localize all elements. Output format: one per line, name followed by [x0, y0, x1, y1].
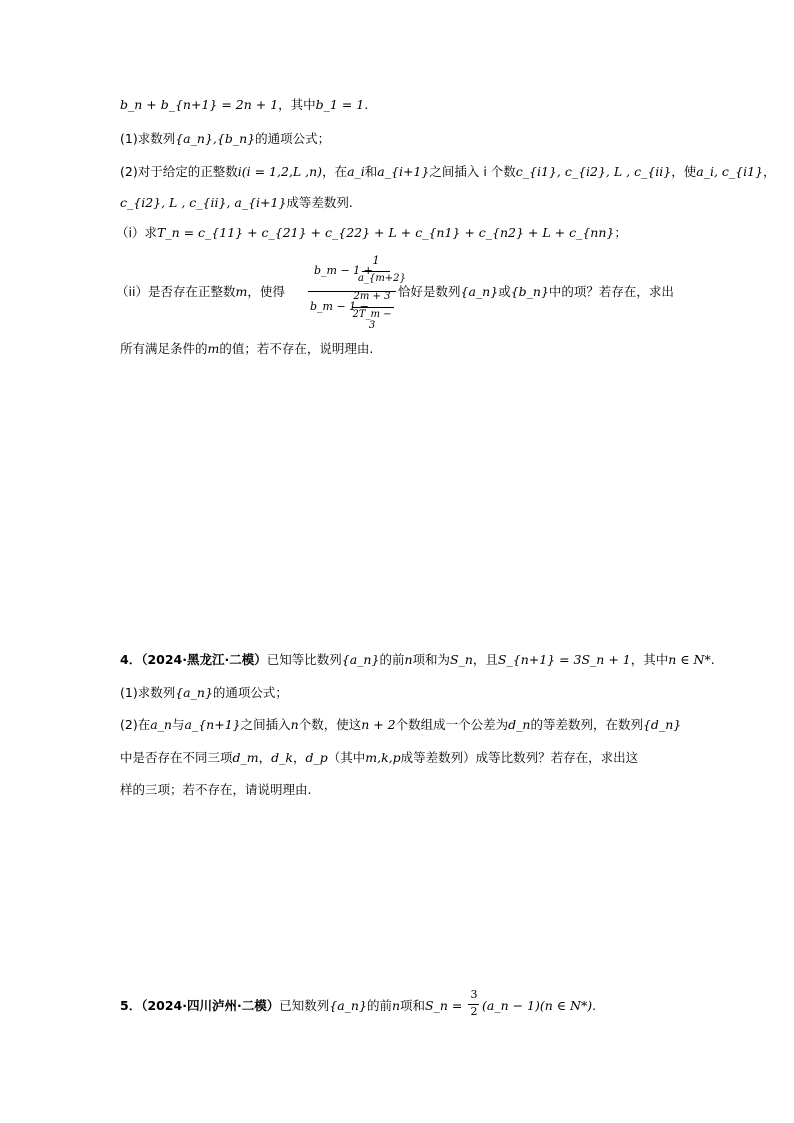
p5-text-end: .	[592, 998, 597, 1013]
p4-text-c: 项和为	[412, 652, 451, 667]
p4-text-b: 的前	[379, 652, 405, 667]
frac-num-one: 1	[372, 254, 380, 267]
p3-sub-i-math: T_n = c_{11} + c_{21} + c_{22} + L + c_{n1} + c_{n2} + L + c_{nn}	[156, 225, 615, 240]
p3-part2-math-i: i(i = 1,2,L ,n)	[237, 164, 323, 179]
frac-den-den: 2T_m − 3	[352, 309, 392, 331]
p3-part1-line	[120, 130, 330, 148]
frac-num-inner-bar	[362, 271, 390, 272]
p3-part1-math: {a_n},{b_n}	[175, 131, 256, 146]
p4-math-n: n	[404, 652, 413, 667]
p3-sub-ii-line2	[120, 340, 373, 358]
p3-part1-text: 求数列	[137, 131, 176, 146]
p3-sub-ii-left	[116, 283, 285, 301]
p4-math-nset: n ∈ N*	[668, 652, 711, 667]
p3-sub-ii-text-a: ，使得	[247, 284, 285, 299]
p3-sub-ii-math-a: {a_n}	[460, 284, 499, 299]
p4-number: 4．	[120, 652, 142, 667]
p4-source: （2024·黑龙江·二模）	[141, 652, 267, 667]
p3-part2-text-b: ，在	[322, 164, 348, 179]
p3-part1-end: 的通项公式；	[255, 131, 331, 146]
p5-math-n: n	[391, 998, 401, 1013]
p3-cond-math: b_n + b_{n+1} = 2n + 1	[120, 97, 279, 112]
p4-math-sn: S_n	[450, 652, 473, 667]
frac-num-den: a_{m+2}	[358, 273, 406, 284]
frac-den-inner-bar	[352, 307, 394, 308]
p3-part2-text-f: ，	[763, 164, 776, 179]
p3-part2-line2	[120, 194, 353, 212]
p3-cond-sep: ，其中	[278, 97, 316, 112]
p4-text-f: .	[710, 652, 715, 667]
p4-line2-math-dm: d_m	[232, 750, 259, 765]
p5-text-c: 项和	[400, 998, 426, 1013]
p4-part2-text-d: 个数，使这	[298, 717, 362, 732]
p4-line2-sep1: ，	[258, 750, 272, 765]
p3-part2-text-g: 成等差数列.	[286, 195, 353, 210]
p4-part2-line2	[120, 749, 638, 767]
frac-den-num: 2m + 3	[353, 291, 391, 302]
p4-part2-line3	[120, 781, 311, 799]
p3-part2-math-ai1: a_{i+1}	[377, 164, 430, 179]
p4-line2-text-c: 成等差数列）成等比数列？若存在，求出这	[400, 750, 639, 765]
p3-sub-ii-text-b: 恰好是数列	[398, 284, 461, 299]
p3-sub-ii-text-c: 或	[498, 284, 511, 299]
p4-part2-text-c: 之间插入	[240, 717, 291, 732]
p3-sub-ii-text-d: 中的项？若存在，求出	[548, 284, 674, 299]
p4-part1-label: (1)	[120, 685, 138, 700]
p4-part2-math-an: a_n	[150, 717, 172, 732]
p4-part2-math-an1: a_{n+1}	[184, 717, 241, 732]
p5-math-an: {a_n}	[329, 998, 367, 1013]
p3-sub-ii-text-f: 的值；若不存在，说明理由.	[219, 341, 374, 356]
p4-part1-text: 求数列	[137, 685, 176, 700]
p4-part1-math: {a_n}	[175, 685, 213, 700]
p4-stem-line	[120, 651, 715, 669]
p3-sub-i-label: （i）求	[116, 225, 157, 240]
p3-part2-text-e: ，使	[671, 164, 697, 179]
frac-num-a: b_m − 1 +	[314, 264, 373, 277]
frac-den-inner-num	[350, 291, 394, 302]
p4-part2-text-b: 与	[172, 717, 185, 732]
p3-sub-ii-m2: m	[207, 341, 220, 356]
p4-part2-text-e: 个数组成一个公差为	[395, 717, 509, 732]
frac-num-inner-num	[362, 254, 390, 267]
p5-text-b: 的前	[366, 998, 392, 1013]
p4-part2-math-dseq: {d_n}	[642, 717, 682, 732]
p4-part2-line	[120, 716, 681, 734]
p4-line2-math-dp: d_p	[305, 750, 328, 765]
p4-math-an: {a_n}	[341, 652, 380, 667]
p3-cond-b1: b_1 = 1	[315, 97, 365, 112]
p5-frac-den	[468, 1005, 480, 1018]
p3-sub-ii-math-b: {b_n}	[510, 284, 549, 299]
p4-math-rel: S_{n+1} = 3S_n + 1	[497, 652, 631, 667]
p5-frac-num	[468, 988, 480, 1001]
p3-part2-math-ai: a_i	[347, 164, 365, 179]
p3-part2-math-c: c_{i1}, c_{i2}, L , c_{ii}	[515, 164, 672, 179]
p3-part2-text-d: 之间插入 i 个数	[429, 164, 516, 179]
p4-line3-text: 样的三项；若不存在，请说明理由.	[120, 782, 312, 797]
p3-sub-i-end: ；	[614, 225, 627, 240]
p3-part2-math-seq2: c_{i2}, L , c_{ii}, a_{i+1}	[120, 195, 287, 210]
p4-text-d: ，且	[472, 652, 498, 667]
p4-text-a: 已知等比数列	[266, 652, 342, 667]
frac-num-inner-den	[358, 273, 406, 284]
p4-part2-math-dn: d_n	[508, 717, 531, 732]
p4-part2-math-n2: n + 2	[361, 717, 396, 732]
p4-part2-math-n: n	[290, 717, 299, 732]
p4-line2-math-mkp: m,k,p	[365, 750, 401, 765]
p4-part2-text-a: 在	[137, 717, 151, 732]
p5-stem-line-rest	[482, 997, 596, 1015]
p5-math-rest: (a_n − 1)(n ∈ N*)	[482, 998, 593, 1013]
p3-sub-ii-text-e: 所有满足条件的	[120, 341, 208, 356]
p3-condition-line	[120, 96, 368, 114]
p5-number: 5．	[120, 998, 142, 1013]
p3-part2-text-c: 和	[364, 164, 378, 179]
p4-part1-line	[120, 684, 288, 702]
p5-frac-num-text: 3	[470, 988, 478, 1001]
p3-sub-ii-right	[398, 283, 674, 301]
frac-den-inner-den	[348, 309, 396, 331]
p3-cond-end: .	[364, 97, 369, 112]
p4-part2-label: (2)	[120, 717, 138, 732]
p3-part2-math-seq1: a_i, c_{i1}	[696, 164, 764, 179]
p4-text-e: ，其中	[630, 652, 669, 667]
p4-line2-math-dk: d_k	[271, 750, 293, 765]
p5-math-sn: S_n =	[425, 998, 463, 1013]
frac-den-a: b_m − 1 −	[310, 300, 369, 313]
p3-sub-ii-m: m	[235, 284, 248, 299]
p3-sub-i-line	[116, 224, 627, 242]
p4-line2-text-a: 中是否存在不同三项	[120, 750, 233, 765]
p3-part2-line	[120, 163, 776, 181]
p5-text-a: 已知数列	[279, 998, 330, 1013]
p5-frac-den-text: 2	[470, 1005, 478, 1018]
p4-line2-text-b: （其中	[327, 750, 366, 765]
p3-sub-ii-label: （ii）是否存在正整数	[116, 284, 236, 299]
p3-part1-label: (1)	[120, 131, 138, 146]
p5-source: （2024·四川泸州·二模）	[141, 998, 280, 1013]
p5-stem-line	[120, 997, 462, 1015]
p3-part2-label: (2)	[120, 164, 138, 179]
p4-line2-sep2: ，	[292, 750, 306, 765]
p4-part2-text-f: 的等差数列，在数列	[530, 717, 643, 732]
p3-part2-text-a: 对于给定的正整数	[137, 164, 238, 179]
p4-part1-end: 的通项公式；	[212, 685, 288, 700]
